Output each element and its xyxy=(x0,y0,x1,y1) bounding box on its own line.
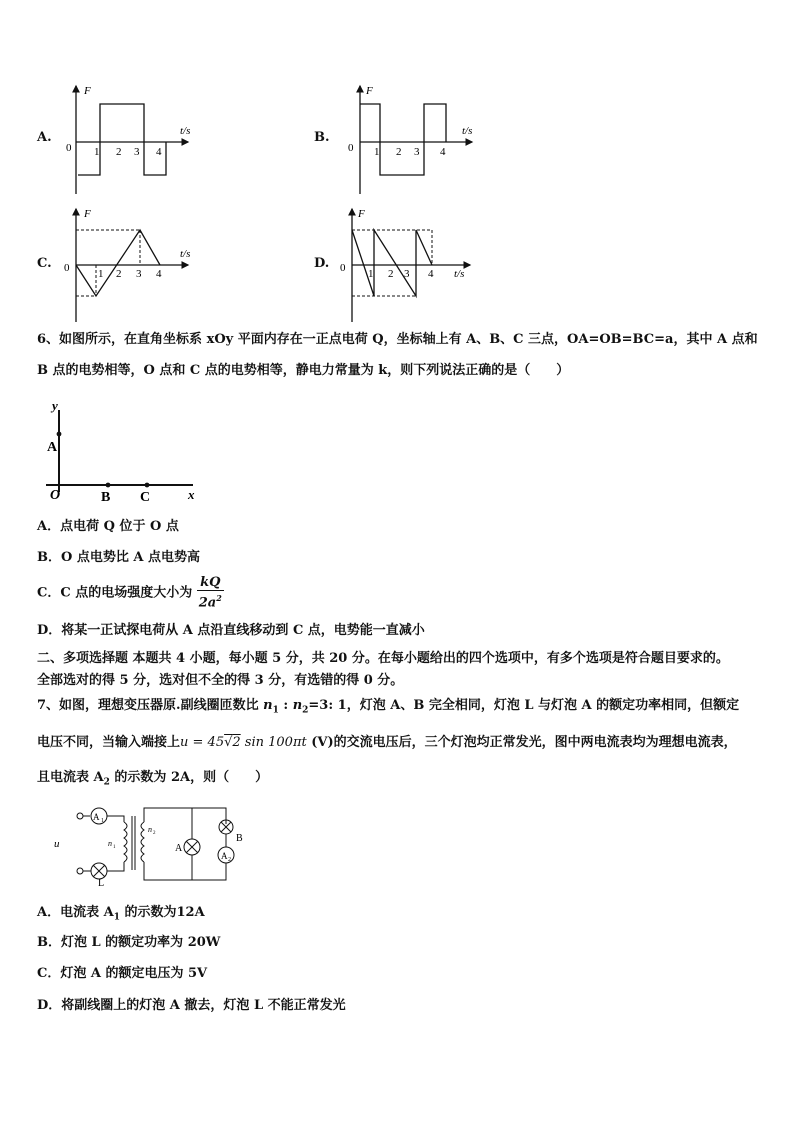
f-label: F xyxy=(366,85,373,97)
n1-sub: 1 xyxy=(113,845,116,850)
q7-line-2-text-b: (V)的交流电压后，三个灯泡均正常发光，图中两电流表均为理想电流表， xyxy=(306,735,737,750)
q7-option-c: C．灯泡 A 的额定电压为 5V xyxy=(37,966,208,981)
waveform xyxy=(78,104,166,175)
origin-label: 0 xyxy=(340,262,346,274)
ammeter-a2-sub: 2 xyxy=(228,857,231,863)
tick-2: 2 xyxy=(116,268,122,280)
transformer-circuit xyxy=(44,800,254,890)
f-label: F xyxy=(84,208,91,220)
origin-label: O xyxy=(50,488,61,503)
formula-part-c: sin 100πt xyxy=(240,735,307,750)
section2-line-1: 二、多项选择题 本题共 4 小题，每小题 5 分，共 20 分。在每小题给出的四个选项中，有多个选项是符合题目要求的。 xyxy=(37,651,729,666)
fraction-kq-over-2a2 xyxy=(197,576,224,610)
q7-line-3 xyxy=(37,768,268,793)
n2-subscript: 2 xyxy=(302,705,309,716)
t-label: t/s xyxy=(180,125,191,137)
point-b xyxy=(106,483,111,488)
n2-label: n xyxy=(148,825,152,834)
fraction-numerator: kQ xyxy=(197,576,224,591)
lamp-a-label: A xyxy=(175,843,183,854)
tick-2: 2 xyxy=(388,268,394,280)
q7-line-3-text-a: 且电流表 A xyxy=(37,770,104,785)
graph-b xyxy=(338,82,478,197)
lamp-b-label: B xyxy=(236,833,243,844)
q6-option-b: B．O 点电势比 A 点电势高 xyxy=(37,550,200,565)
section2-line-2: 全部选对的得 5 分，选对但不全的得 3 分，有选错的得 0 分。 xyxy=(37,673,404,688)
q7-line-2-text-a: 电压不同，当输入端接上 xyxy=(37,735,181,750)
ammeter-a2-label: A xyxy=(221,851,228,861)
input-terminal-bottom xyxy=(77,868,83,874)
t-label: t/s xyxy=(462,125,473,137)
n2-symbol: n xyxy=(292,698,303,713)
a1-subscript: 1 xyxy=(113,912,120,923)
tick-1: 1 xyxy=(98,268,104,280)
tick-4: 4 xyxy=(440,146,446,158)
tick-1: 1 xyxy=(368,268,374,280)
point-c xyxy=(145,483,150,488)
ammeter-a1-label: A xyxy=(93,812,100,822)
point-b-label: B xyxy=(101,490,111,505)
q6-option-c xyxy=(37,576,224,610)
fraction-exponent: 2 xyxy=(216,593,222,603)
option-b-label: B. xyxy=(314,130,330,145)
graph-a xyxy=(60,82,200,197)
q7-line-2: 电压不同，当输入端接上u = 45√2 sin 100πt (V)的交流电压后，三个灯泡均正常发光，图中两电流表均为理想电流表， xyxy=(37,735,737,750)
origin-label: 0 xyxy=(66,142,72,154)
waveform xyxy=(352,230,432,296)
q7-line-1-text-a: 7、如图，理想变压器原.副线圈匝数比 xyxy=(37,698,264,713)
a2-subscript: 2 xyxy=(103,777,110,788)
tick-1: 1 xyxy=(374,146,380,158)
q7-line-3-text-b: 的示数为 2A，则（ ） xyxy=(109,770,269,785)
option-a-label: A. xyxy=(37,130,52,145)
point-c-label: C xyxy=(140,490,151,505)
q6-coordinate-figure xyxy=(38,396,198,506)
n1-label: n xyxy=(108,839,112,848)
point-a-label: A xyxy=(47,440,58,455)
y-label: y xyxy=(52,398,58,413)
tick-3: 3 xyxy=(134,146,140,158)
graph-d xyxy=(338,205,478,325)
tick-1: 1 xyxy=(94,146,100,158)
q7-option-b: B．灯泡 L 的额定功率为 20W xyxy=(37,935,221,950)
fraction-denominator: 2a xyxy=(198,595,217,611)
point-a xyxy=(57,432,62,437)
q6-line-1: 6、如图所示，在直角坐标系 xOy 平面内存在一正点电荷 Q，坐标轴上有 A、B、C 三点，OA=OB=BC=a，其中 A 点和 xyxy=(37,332,758,347)
tick-4: 4 xyxy=(156,268,162,280)
q7-option-a-text-b: 的示数为12A xyxy=(119,905,205,920)
q7-option-a-text: A．电流表 A xyxy=(37,905,114,920)
n1-symbol: n xyxy=(263,698,273,713)
f-label: F xyxy=(358,208,365,220)
graph-c xyxy=(60,205,200,325)
option-d-label: D. xyxy=(314,256,330,271)
origin-label: 0 xyxy=(64,262,70,274)
q6-line-2: B 点的电势相等，O 点和 C 点的电势相等，静电力常量为 k，则下列说法正确的是（ ） xyxy=(37,363,570,378)
ammeter-a1-sub: 1 xyxy=(101,818,104,824)
q7-option-d: D．将副线圈上的灯泡 A 撤去，灯泡 L 不能正常发光 xyxy=(37,998,346,1013)
waveform xyxy=(360,104,446,175)
t-label: t/s xyxy=(454,268,465,280)
tick-2: 2 xyxy=(116,146,122,158)
formula-radicand: 2 xyxy=(232,735,241,750)
tick-3: 3 xyxy=(404,268,410,280)
tick-4: 4 xyxy=(428,268,434,280)
option-c-label: C. xyxy=(37,256,52,271)
origin-label: 0 xyxy=(348,142,354,154)
secondary-coil xyxy=(141,822,144,862)
t-label: t/s xyxy=(180,248,191,260)
tick-2: 2 xyxy=(396,146,402,158)
q7-option-a xyxy=(37,903,205,928)
input-terminal-top xyxy=(77,813,83,819)
n2-sub: 2 xyxy=(153,831,156,836)
u-label: u xyxy=(54,838,60,850)
f-label: F xyxy=(84,85,91,97)
primary-coil xyxy=(124,822,127,862)
tick-3: 3 xyxy=(136,268,142,280)
q7-line-1 xyxy=(37,696,739,721)
q7-line-1-text-b: =3: 1，灯泡 A、B 完全相同，灯泡 L 与灯泡 A 的额定功率相同，但额定 xyxy=(308,698,740,713)
waveform xyxy=(76,230,160,296)
ratio-colon: : xyxy=(278,698,293,713)
lamp-l-label: L xyxy=(98,878,105,889)
tick-4: 4 xyxy=(156,146,162,158)
q6-option-c-text: C．C 点的电场强度大小为 xyxy=(37,585,193,601)
tick-3: 3 xyxy=(414,146,420,158)
q6-option-a: A．点电荷 Q 位于 O 点 xyxy=(37,519,179,534)
x-label: x xyxy=(188,487,195,502)
formula-part-a: u = 45 xyxy=(180,735,225,750)
n1-subscript: 1 xyxy=(272,705,279,716)
q6-option-d: D．将某一正试探电荷从 A 点沿直线移动到 C 点，电势能一直减小 xyxy=(37,623,425,638)
